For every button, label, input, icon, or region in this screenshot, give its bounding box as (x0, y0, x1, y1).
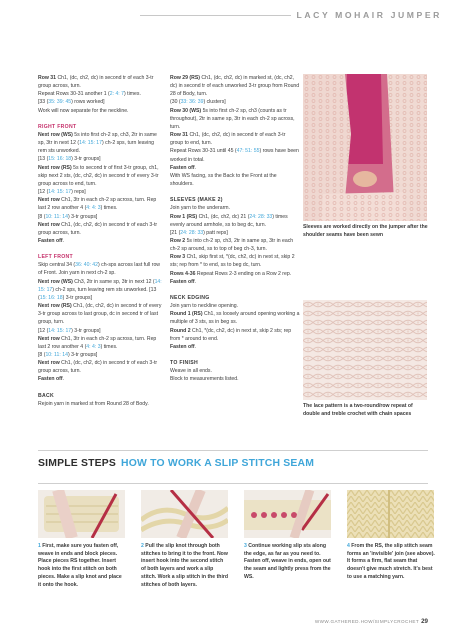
size-count: 10: 11: 14 (45, 352, 68, 358)
row-label: Next row (38, 197, 62, 204)
instruction-text: Ch1, (dc, ch2, dc) in second tr of each 3-tr group across, turn. (38, 221, 158, 236)
instruction-text: ) times. (100, 343, 118, 350)
instruction-text: . (194, 278, 196, 285)
row-label: Row 31 (170, 132, 190, 139)
instruction-text: Join yarn to the underarm. (170, 205, 231, 212)
pattern-paragraph (38, 221, 162, 237)
row-label: Fasten off (170, 164, 195, 171)
pattern-paragraph (170, 237, 300, 253)
instruction-text: ) clusters] (203, 99, 226, 106)
step-1-number: 1 (38, 543, 41, 549)
paragraph-gap (38, 115, 162, 123)
instruction-text: ) 3-tr groups] (67, 352, 98, 358)
pattern-paragraph (38, 278, 162, 302)
instruction-text: ) ch-2 sps, turn leaving rem sts unworked. [13 ( (38, 286, 157, 301)
pattern-paragraph (170, 74, 300, 98)
running-head (140, 10, 442, 20)
section-heading: BACK (38, 392, 55, 399)
steps-bottom-rule (38, 483, 428, 484)
instruction-text: [8 ( (38, 352, 46, 358)
size-count: 14: 15: 17 (48, 189, 72, 196)
pattern-paragraph (170, 107, 300, 131)
pattern-paragraph (170, 270, 300, 278)
pattern-paragraph (38, 131, 162, 155)
instruction-text: [12 ( (38, 189, 49, 196)
instruction-text: Ch1, skip first st, *(dc, ch2, dc) in next st, skip 2 sts; rep from * to end, ss to beg dc, turn. (170, 254, 295, 269)
row-label: Next row (38, 221, 62, 228)
instruction-text: Ch1, 3tr in each ch-2 sp across, turn. Rep last 2 row another 4 ( (38, 335, 157, 350)
pattern-paragraph (38, 107, 162, 115)
step-2-description: Pull the slip knot through both stitches to bring it to the front. Now insert hook into the second stitch of both layers and work a slip stitch. Work a slip stitch in the third stitches of both layers. (141, 543, 229, 588)
instruction-text: Work will now separate for the neckline. (38, 107, 129, 114)
step-2-photo (141, 490, 228, 538)
instruction-text: Ch1, (dc, ch2, dc) in marked st, (dc, ch2, dc) in second tr of each unworked 3-tr group from Round 28 of Body, turn. (170, 75, 300, 98)
row-label: Row 1 (RS) (170, 213, 199, 220)
size-count: 4: 4: 3 (86, 343, 101, 350)
pattern-paragraph (170, 310, 300, 326)
instruction-text: ) times evenly around armhole, ss to beg dc, turn. (170, 213, 288, 228)
step-1-photo (38, 490, 125, 538)
size-count: 35: 39: 45 (48, 99, 72, 106)
size-count: 24: 28: 33 (180, 229, 204, 236)
section-heading: LEFT FRONT (38, 254, 73, 261)
running-head-title: LACY MOHAIR JUMPER (296, 10, 442, 20)
row-label: Round 2 (170, 327, 192, 334)
instruction-text: Join yarn to neckline opening. (170, 303, 239, 310)
step-4-text (347, 543, 435, 582)
step-4-number: 4 (347, 543, 350, 549)
instruction-text: ) ch-2 sps, turn leaving rem sts unworked. (38, 140, 155, 155)
pattern-paragraph (38, 261, 162, 277)
photo-caption-lace: The lace pattern is a two-round/row repeat of double and treble crochet with chain spaces (303, 403, 413, 417)
pattern-paragraph (38, 164, 162, 188)
instruction-text: ) patt reps] (203, 229, 228, 236)
instruction-text: Repeat Rows 30-31 another 1 ( (38, 91, 110, 98)
paragraph-gap (170, 188, 300, 196)
row-label: Fasten off (170, 278, 195, 285)
pattern-paragraph (38, 335, 162, 351)
simple-steps-subtitle: HOW TO WORK A SLIP STITCH SEAM (121, 458, 315, 469)
section-heading: RIGHT FRONT (38, 123, 77, 130)
row-label: Row 31 (38, 75, 58, 81)
step-2-text (141, 543, 229, 589)
instruction-text: (30 ( (170, 99, 181, 106)
instruction-text: With WS facing, ss the Back to the Front at the shoulders. (170, 172, 277, 188)
step-1-text (38, 543, 126, 589)
pattern-paragraph (38, 359, 162, 375)
row-label: Row 30 (WS) (170, 107, 203, 114)
instruction-text: . (62, 376, 64, 383)
page-footer (280, 618, 428, 625)
sleeve-photo (303, 74, 427, 221)
instruction-text: ) rows have been worked in total. (170, 148, 299, 163)
page-number: 29 (421, 618, 428, 625)
instruction-text: Ch3, 2tr in same sp, 3tr in next 12 ( (74, 278, 155, 285)
section-heading: SLEEVES (MAKE 2) (170, 197, 223, 204)
step-2-number: 2 (141, 543, 144, 549)
instruction-text: . (62, 237, 64, 244)
footer-url: WWW.GATHERED.HOW/SIMPLYCROCHET (314, 619, 420, 624)
row-label: Next row (WS) (38, 131, 75, 138)
row-label: Next row (RS) (38, 303, 74, 310)
instruction-text: 5s into ch-2 sp, ch3, 2tr in same sp, 3tr in each ch-2 sp around, ss to top of beg ch-3, turn. (170, 237, 294, 253)
instruction-text: Rejoin yarn in marked st from Round 28 of Body. (38, 400, 149, 407)
instruction-text: Ch1, ss loosely around opening working a multiple of 3 sts, ss in beg ss. (170, 311, 300, 326)
paragraph-gap (38, 245, 162, 253)
size-count: 36: 40: 42 (75, 262, 99, 269)
size-count: 15: 16: 18 (39, 294, 63, 301)
instruction-text: Repeat Rows 30-31 until 45 ( (170, 148, 237, 155)
pattern-paragraph (38, 375, 162, 383)
row-label: Next row (38, 335, 62, 342)
section-heading: NECK EDGING (170, 294, 210, 301)
instruction-text: [21 ( (170, 229, 181, 236)
instruction-text: 5s to second tr of first 3-tr group, ch1, skip next 2 sts, (dc, ch2, dc) in second tr of every 3-tr group across to end, turn. (38, 164, 159, 187)
pattern-paragraph (170, 172, 300, 188)
pattern-paragraph (38, 90, 162, 98)
pattern-paragraph (38, 74, 162, 90)
size-count: 14: 15: 17 (48, 327, 72, 334)
instruction-text: Ch1, (dc, ch2, dc) 21 ( (198, 213, 250, 220)
instruction-text: ) rows worked] (71, 99, 105, 106)
instruction-text: Skip central 34 ( (38, 262, 76, 269)
pattern-paragraph (38, 302, 162, 326)
pattern-column-middle (170, 74, 300, 383)
pattern-paragraph (38, 213, 162, 221)
size-count: 15: 16: 18 (48, 156, 72, 163)
pattern-paragraph (170, 229, 300, 237)
pattern-paragraph (38, 98, 162, 106)
steps-top-rule (38, 450, 428, 451)
instruction-text: Repeat Rows 2-3 ending on a Row 2 rep. (196, 270, 292, 277)
pattern-paragraph (170, 131, 300, 147)
instruction-text: Ch1, *(dc, ch2, dc) in next st, skip 2 sts; rep from * around to end. (170, 327, 292, 342)
instruction-text: [12 ( (38, 327, 49, 334)
row-label: Next row (WS) (38, 278, 75, 285)
paragraph-gap (170, 351, 300, 359)
pattern-paragraph (170, 343, 300, 351)
instruction-text: Block to measurements listed. (170, 376, 239, 383)
instruction-text: ) times. (124, 91, 141, 98)
instruction-text: Ch1, 3tr in each ch-2 sp across, turn. Rep last 2 row another 4 ( (38, 197, 157, 212)
size-count: 33: 36: 39 (180, 99, 204, 106)
paragraph-gap (38, 384, 162, 392)
instruction-text: [8 ( (38, 213, 46, 220)
instruction-text: ) 3-tr groups] (71, 156, 101, 163)
pattern-paragraph (38, 400, 162, 408)
section-heading: TO FINISH (170, 360, 199, 366)
instruction-text: Ch1, (dc, ch2, dc) in second tr of each 3-tr group across, turn. (38, 75, 154, 90)
step-1-description: First, make sure you fasten off, weave in ends and block pieces. Place pieces RS together. Insert hook into the first stitch on both pieces. Make a slip knot and place it onto the hook. (38, 543, 122, 588)
instruction-text: 5s into first ch-2 sp, ch3 (counts as tr throughout), 2tr in same sp, 3tr in each ch-2 sp across, turn. (170, 107, 295, 130)
pattern-paragraph (38, 237, 162, 245)
step-4-description: From the RS, the slip stitch seam forms an 'invisible' join (see above). It forms a firm, flat seam that doesn't give much stretch. It's best to use a matching yarn. (347, 543, 435, 580)
pattern-paragraph (170, 147, 300, 163)
size-count: 10: 11: 14 (45, 213, 68, 220)
size-count: 2: 4: 7 (109, 91, 125, 98)
step-3-text (244, 543, 332, 582)
lace-closeup-photo (303, 300, 427, 400)
instruction-text: ) times. (100, 205, 118, 212)
step-3-photo (244, 490, 331, 538)
step-3-description: Continue working slip sts along the edge, as far as you need to. Fasten off, weave in ends, open out the seam and lightly press from the WS. (244, 543, 331, 580)
size-count: 14: 15: 17 (38, 278, 162, 293)
instruction-text: Weave in all ends. (170, 368, 212, 375)
row-label: Rows 4-36 (170, 270, 197, 277)
size-count: 4: 4: 3 (86, 205, 101, 212)
pattern-paragraph (170, 164, 300, 172)
row-label: Fasten off (170, 343, 195, 350)
photo-caption-sleeves: Sleeves are worked directly on the jumper after the shoulder seams have been sewn (303, 224, 428, 238)
row-label: Row 3 (170, 254, 187, 261)
instruction-text: ) ch-sps across last full row of Front. Join yarn in next ch-2 sp. (38, 262, 161, 277)
row-label: Round 1 (RS) (170, 311, 204, 318)
pattern-paragraph (170, 204, 300, 212)
pattern-paragraph (170, 302, 300, 310)
row-label: Fasten off (38, 237, 63, 244)
instruction-text: . (194, 343, 196, 350)
pattern-paragraph (38, 327, 162, 335)
row-label: Fasten off (38, 376, 63, 383)
pattern-paragraph (38, 351, 162, 359)
row-label: Row 29 (RS) (170, 75, 202, 81)
pattern-paragraph (170, 327, 300, 343)
pattern-paragraph (38, 188, 162, 196)
row-label: Next row (RS) (38, 164, 74, 171)
instruction-text: [33 ( (38, 99, 49, 106)
instruction-text: . (194, 164, 196, 171)
header-rule (140, 15, 291, 16)
pattern-paragraph (170, 367, 300, 375)
size-count: 47: 51: 55 (236, 148, 260, 155)
instruction-text: ) reps] (71, 189, 86, 196)
pattern-paragraph (170, 375, 300, 383)
instruction-text: ) 3-tr groups] (71, 327, 101, 334)
instruction-text: Ch1, (dc, ch2, dc) in second tr of each 3-tr group across, turn. (38, 360, 158, 375)
simple-steps-heading (38, 458, 314, 469)
instruction-text: Ch1, (dc, ch2, dc) in second tr of each 3-tr group to end, turn. (170, 132, 286, 147)
step-4-photo (347, 490, 434, 538)
pattern-paragraph (38, 196, 162, 212)
pattern-paragraph (38, 155, 162, 163)
pattern-paragraph (170, 253, 300, 269)
instruction-text: Ch1, (dc, ch2, dc) in second tr of every 3-tr group across to last group, dc in second tr of last group, turn. (38, 303, 162, 326)
simple-steps-label: SIMPLE STEPS (38, 458, 117, 469)
size-count: 14: 15: 17 (79, 140, 103, 147)
row-label: Next row (38, 360, 62, 367)
instruction-text: ) 3-tr groups] (67, 213, 98, 220)
instruction-text: [13 ( (38, 156, 49, 163)
pattern-paragraph (170, 278, 300, 286)
paragraph-gap (170, 286, 300, 294)
pattern-paragraph (170, 213, 300, 229)
instruction-text: ) 3-tr groups] (62, 294, 93, 301)
step-3-number: 3 (244, 543, 247, 549)
pattern-paragraph (170, 98, 300, 106)
size-count: 24: 28: 33 (249, 213, 273, 220)
pattern-column-left (38, 74, 162, 408)
row-label: Row 2 (170, 237, 187, 244)
instruction-text: 5s into first ch-2 sp, ch3, 2tr in same sp, 3tr in next 12 ( (38, 131, 157, 147)
